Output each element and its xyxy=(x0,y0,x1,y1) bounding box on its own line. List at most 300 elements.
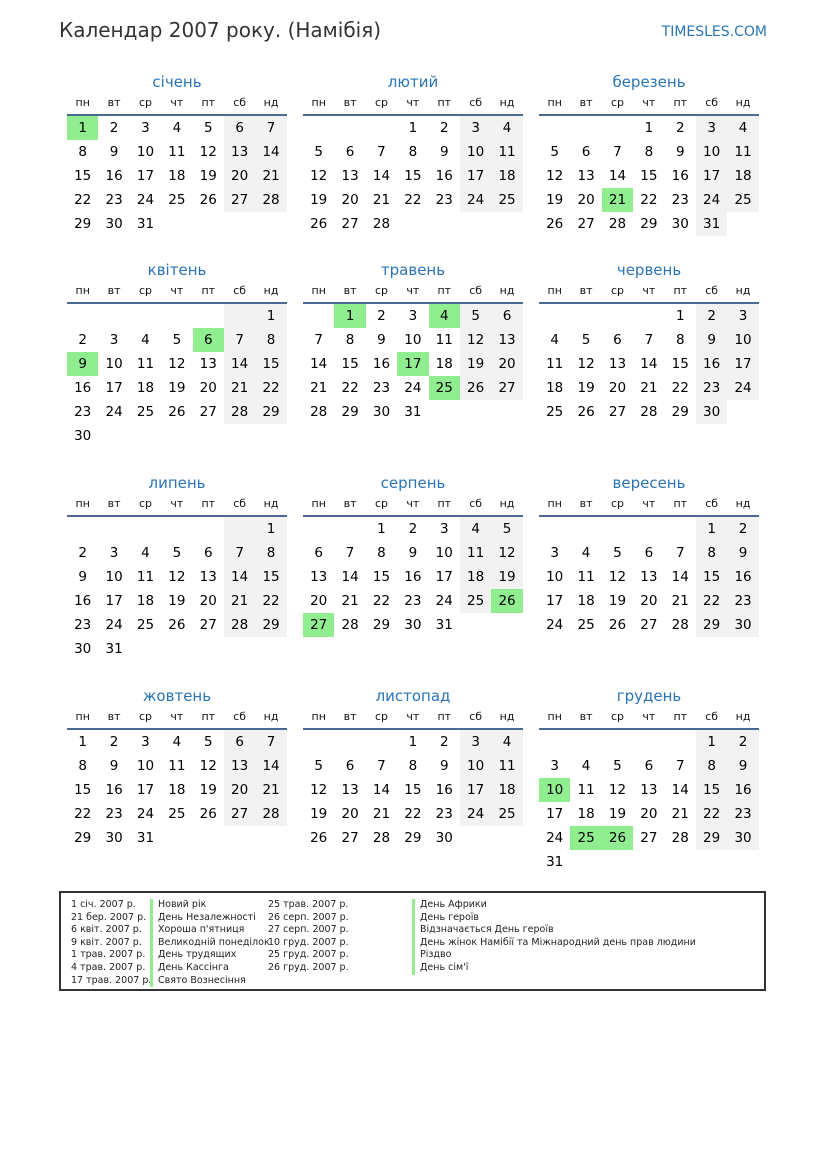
day-cell: 17 xyxy=(460,164,491,188)
day-cell: 21 xyxy=(671,593,689,609)
day-cell: 4 xyxy=(460,517,491,541)
day-cell: 21 xyxy=(671,806,689,822)
weekday-header xyxy=(67,92,287,116)
empty-day-cell xyxy=(98,517,129,541)
site-link[interactable]: TIMESLES.COM xyxy=(661,24,767,40)
day-cell: 19 xyxy=(577,380,595,396)
weekday-label: пт xyxy=(437,284,452,297)
empty-day-cell xyxy=(98,424,129,448)
week-row xyxy=(303,613,523,637)
week-row xyxy=(539,802,759,826)
day-cell: 22 xyxy=(74,192,92,208)
day-cell: 27 xyxy=(640,617,658,633)
weekday-label: чт xyxy=(170,284,184,297)
day-cell: 9 xyxy=(67,352,98,376)
day-cell: 16 xyxy=(372,356,391,372)
day-cell: 24 xyxy=(460,188,491,212)
week-row xyxy=(67,164,287,188)
day-cell: 14 xyxy=(640,356,658,372)
day-cell: 25 xyxy=(570,826,601,850)
holiday-name: День Кассінга xyxy=(150,962,270,975)
day-cell: 13 xyxy=(491,328,522,352)
day-cell: 7 xyxy=(377,144,386,160)
day-cell: 28 xyxy=(608,216,627,232)
day-cell: 29 xyxy=(255,613,286,637)
day-cell: 2 xyxy=(727,730,758,754)
day-cell: 24 xyxy=(136,192,155,208)
weekday-label: вт xyxy=(107,497,121,510)
day-cell: 1 xyxy=(696,730,727,754)
empty-day-cell xyxy=(161,637,192,661)
day-cell: 27 xyxy=(341,830,359,846)
day-cell: 26 xyxy=(199,192,217,208)
day-cell: 19 xyxy=(310,192,328,208)
day-cell: 12 xyxy=(608,782,627,798)
weekday-label: вт xyxy=(343,284,357,297)
month-block xyxy=(303,686,523,850)
day-cell: 26 xyxy=(310,830,328,846)
weekday-label: пт xyxy=(437,497,452,510)
weekday-label: вт xyxy=(107,284,121,297)
month-block xyxy=(539,686,759,874)
day-cell: 22 xyxy=(671,380,689,396)
weekday-label: пт xyxy=(437,96,452,109)
empty-day-cell xyxy=(334,116,365,140)
empty-day-cell xyxy=(193,637,224,661)
empty-day-cell xyxy=(491,400,522,424)
weekday-label: нд xyxy=(735,497,751,510)
day-cell: 23 xyxy=(727,589,758,613)
empty-day-cell xyxy=(460,212,491,236)
day-cell: 18 xyxy=(168,782,186,798)
day-cell: 29 xyxy=(341,404,359,420)
weekday-header xyxy=(539,493,759,517)
empty-day-cell xyxy=(539,730,570,754)
day-cell: 13 xyxy=(341,168,359,184)
empty-day-cell xyxy=(161,826,192,850)
week-row xyxy=(303,778,523,802)
empty-day-cell xyxy=(633,730,664,754)
month-block xyxy=(67,260,287,448)
day-cell: 6 xyxy=(644,545,654,561)
weekday-label: пт xyxy=(673,96,688,109)
weekday-header xyxy=(539,706,759,730)
empty-day-cell xyxy=(303,304,334,328)
month-block xyxy=(303,473,523,637)
month-name: вересень xyxy=(612,474,686,492)
day-cell: 17 xyxy=(105,593,123,609)
day-cell: 20 xyxy=(608,380,627,396)
day-cell: 20 xyxy=(341,806,359,822)
day-cell: 8 xyxy=(78,144,87,160)
day-cell: 2 xyxy=(109,734,119,750)
day-cell: 25 xyxy=(491,802,522,826)
empty-day-cell xyxy=(570,850,601,874)
empty-day-cell xyxy=(193,826,224,850)
day-cell: 27 xyxy=(341,216,359,232)
day-cell: 17 xyxy=(546,806,564,822)
week-row xyxy=(67,565,287,589)
day-cell: 28 xyxy=(341,617,359,633)
day-cell: 10 xyxy=(539,778,570,802)
day-cell: 6 xyxy=(224,730,255,754)
day-cell: 19 xyxy=(168,380,186,396)
week-row xyxy=(67,802,287,826)
day-cell: 18 xyxy=(546,380,564,396)
day-cell: 1 xyxy=(377,521,386,537)
day-cell: 4 xyxy=(429,304,460,328)
empty-day-cell xyxy=(539,116,570,140)
weekday-label: пт xyxy=(437,710,452,723)
month-name: травень xyxy=(380,261,446,279)
day-cell: 16 xyxy=(74,380,92,396)
day-cell: 1 xyxy=(334,304,365,328)
day-cell: 21 xyxy=(224,589,255,613)
day-cell: 29 xyxy=(696,613,727,637)
day-cell: 17 xyxy=(727,352,758,376)
weekday-header xyxy=(539,92,759,116)
holiday-date: 1 січ. 2007 р. xyxy=(71,899,136,910)
week-row xyxy=(303,754,523,778)
day-cell: 21 xyxy=(310,380,328,396)
week-row xyxy=(539,565,759,589)
day-cell: 22 xyxy=(372,593,391,609)
month-name: квітень xyxy=(147,261,207,279)
day-cell: 1 xyxy=(78,734,87,750)
day-cell: 19 xyxy=(199,168,217,184)
day-cell: 26 xyxy=(460,376,491,400)
weekday-label: чт xyxy=(406,497,420,510)
weekday-label: нд xyxy=(263,96,279,109)
week-row xyxy=(67,352,287,376)
weekday-label: пн xyxy=(75,497,90,510)
holiday-name: День трудящих xyxy=(150,949,270,962)
week-row xyxy=(67,400,287,424)
day-cell: 5 xyxy=(581,332,591,348)
day-cell: 1 xyxy=(255,517,286,541)
empty-day-cell xyxy=(665,517,696,541)
day-cell: 7 xyxy=(345,545,355,561)
day-cell: 20 xyxy=(199,593,217,609)
day-cell: 22 xyxy=(404,192,422,208)
empty-day-cell xyxy=(570,116,601,140)
day-cell: 26 xyxy=(608,617,627,633)
holiday-name: Свято Вознесіння xyxy=(150,975,270,988)
week-row xyxy=(67,589,287,613)
week-row xyxy=(67,730,287,754)
holiday-name: Різдво xyxy=(412,949,696,962)
day-cell: 19 xyxy=(460,352,491,376)
day-cell: 24 xyxy=(727,376,758,400)
weekday-label: ср xyxy=(138,96,152,109)
day-cell: 27 xyxy=(224,188,255,212)
week-row xyxy=(67,424,287,448)
empty-day-cell xyxy=(539,517,570,541)
day-cell: 22 xyxy=(255,589,286,613)
weekday-label: пт xyxy=(201,284,216,297)
week-row xyxy=(539,304,759,328)
weekday-label: нд xyxy=(499,284,515,297)
weekday-header xyxy=(67,706,287,730)
weekday-label: чт xyxy=(642,96,656,109)
weekday-label: пн xyxy=(311,710,326,723)
day-cell: 18 xyxy=(435,356,453,372)
day-cell: 25 xyxy=(546,404,564,420)
empty-day-cell xyxy=(491,613,522,637)
day-cell: 28 xyxy=(255,802,286,826)
weekday-label: нд xyxy=(499,96,515,109)
day-cell: 18 xyxy=(136,380,155,396)
day-cell: 1 xyxy=(408,120,418,136)
day-cell: 20 xyxy=(199,380,217,396)
day-cell: 25 xyxy=(491,188,522,212)
week-row xyxy=(303,802,523,826)
weekday-label: сб xyxy=(233,497,247,510)
day-cell: 27 xyxy=(491,376,522,400)
holiday-date: 26 груд. 2007 р. xyxy=(268,961,349,973)
weekday-label: ср xyxy=(374,497,388,510)
day-cell: 30 xyxy=(727,613,758,637)
day-cell: 16 xyxy=(74,593,92,609)
month-name: січень xyxy=(152,73,202,91)
weekday-header xyxy=(303,493,523,517)
day-cell: 7 xyxy=(314,332,323,348)
weekday-label: сб xyxy=(233,710,247,723)
week-row xyxy=(67,328,287,352)
week-row xyxy=(67,613,287,637)
day-cell: 11 xyxy=(577,569,595,585)
day-cell: 30 xyxy=(74,428,92,444)
day-cell: 2 xyxy=(408,521,418,537)
day-cell: 10 xyxy=(404,332,422,348)
day-cell: 29 xyxy=(74,830,92,846)
day-cell: 3 xyxy=(141,120,150,136)
day-cell: 5 xyxy=(172,332,182,348)
day-cell: 15 xyxy=(640,168,658,184)
day-cell: 9 xyxy=(675,144,685,160)
week-row xyxy=(303,826,523,850)
holiday-date: 26 серп. 2007 р. xyxy=(268,911,349,923)
day-cell: 2 xyxy=(696,304,727,328)
day-cell: 31 xyxy=(435,617,453,633)
week-row xyxy=(303,589,523,613)
day-cell: 23 xyxy=(696,376,727,400)
day-cell: 9 xyxy=(439,758,449,774)
day-cell: 18 xyxy=(460,565,491,589)
day-cell: 11 xyxy=(168,144,186,160)
empty-day-cell xyxy=(366,116,397,140)
day-cell: 7 xyxy=(255,730,286,754)
weekday-label: вт xyxy=(107,96,121,109)
week-row xyxy=(67,637,287,661)
weekday-label: нд xyxy=(735,96,751,109)
empty-day-cell xyxy=(727,212,758,236)
day-cell: 8 xyxy=(408,144,418,160)
day-cell: 1 xyxy=(67,116,98,140)
weekday-label: ср xyxy=(138,710,152,723)
day-cell: 24 xyxy=(105,617,123,633)
month-name: листопад xyxy=(375,687,451,705)
holiday-date: 27 серп. 2007 р. xyxy=(268,924,349,936)
holiday-date: 1 трав. 2007 р. xyxy=(71,949,146,961)
day-cell: 5 xyxy=(550,144,559,160)
day-cell: 15 xyxy=(671,356,689,372)
day-cell: 6 xyxy=(345,144,355,160)
day-cell: 10 xyxy=(460,754,491,778)
day-cell: 29 xyxy=(671,404,689,420)
day-cell: 4 xyxy=(172,734,182,750)
weekday-label: нд xyxy=(735,284,751,297)
holiday-date: 4 трав. 2007 р. xyxy=(71,961,146,973)
day-cell: 10 xyxy=(727,328,758,352)
empty-day-cell xyxy=(303,517,334,541)
empty-day-cell xyxy=(460,826,491,850)
empty-day-cell xyxy=(429,212,460,236)
day-cell: 16 xyxy=(435,168,453,184)
day-cell: 14 xyxy=(224,565,255,589)
day-cell: 12 xyxy=(577,356,595,372)
day-cell: 24 xyxy=(404,380,422,396)
week-row xyxy=(539,400,759,424)
week-row xyxy=(539,328,759,352)
day-cell: 23 xyxy=(105,192,123,208)
week-row xyxy=(539,613,759,637)
weekday-label: вт xyxy=(579,497,593,510)
day-cell: 5 xyxy=(460,304,491,328)
day-cell: 28 xyxy=(255,188,286,212)
day-cell: 8 xyxy=(345,332,355,348)
weekday-label: сб xyxy=(233,284,247,297)
day-cell: 28 xyxy=(224,613,255,637)
weekday-label: вт xyxy=(579,710,593,723)
day-cell: 20 xyxy=(640,806,658,822)
week-row xyxy=(303,328,523,352)
weekday-label: пн xyxy=(75,284,90,297)
weekday-label: пн xyxy=(75,710,90,723)
month-name: жовтень xyxy=(142,687,212,705)
weekday-label: сб xyxy=(705,284,719,297)
day-cell: 23 xyxy=(404,593,422,609)
weekday-label: сб xyxy=(469,284,483,297)
day-cell: 3 xyxy=(109,545,119,561)
day-cell: 28 xyxy=(640,404,658,420)
day-cell: 11 xyxy=(491,140,522,164)
day-cell: 14 xyxy=(224,352,255,376)
empty-day-cell xyxy=(429,400,460,424)
week-row xyxy=(303,376,523,400)
day-cell: 3 xyxy=(408,308,418,324)
weekday-label: ср xyxy=(138,497,152,510)
day-cell: 12 xyxy=(199,144,217,160)
day-cell: 20 xyxy=(640,593,658,609)
day-cell: 17 xyxy=(136,782,155,798)
weekday-label: сб xyxy=(469,96,483,109)
day-cell: 25 xyxy=(168,806,186,822)
day-cell: 15 xyxy=(696,565,727,589)
week-row xyxy=(539,140,759,164)
day-cell: 7 xyxy=(377,758,386,774)
day-cell: 3 xyxy=(141,734,150,750)
day-cell: 11 xyxy=(460,541,491,565)
day-cell: 29 xyxy=(404,830,422,846)
empty-day-cell xyxy=(130,304,161,328)
day-cell: 26 xyxy=(168,404,186,420)
day-cell: 13 xyxy=(577,168,595,184)
weekday-label: пт xyxy=(673,710,688,723)
empty-day-cell xyxy=(255,424,286,448)
holiday-date: 25 трав. 2007 р. xyxy=(268,899,349,910)
day-cell: 6 xyxy=(224,116,255,140)
weekday-label: ср xyxy=(374,710,388,723)
day-cell: 30 xyxy=(74,641,92,657)
empty-day-cell xyxy=(665,730,696,754)
day-cell: 16 xyxy=(105,782,123,798)
holiday-name: Відзначається День героїв xyxy=(412,924,696,937)
weekday-label: пн xyxy=(547,710,562,723)
day-cell: 1 xyxy=(644,120,654,136)
day-cell: 30 xyxy=(404,617,422,633)
day-cell: 10 xyxy=(696,140,727,164)
day-cell: 10 xyxy=(435,545,453,561)
empty-day-cell xyxy=(161,304,192,328)
day-cell: 5 xyxy=(314,144,323,160)
day-cell: 11 xyxy=(136,356,155,372)
day-cell: 20 xyxy=(491,352,522,376)
day-cell: 15 xyxy=(74,782,92,798)
week-row xyxy=(539,850,759,874)
day-cell: 24 xyxy=(460,802,491,826)
day-cell: 6 xyxy=(203,545,213,561)
day-cell: 24 xyxy=(136,806,155,822)
day-cell: 23 xyxy=(105,806,123,822)
day-cell: 21 xyxy=(640,380,658,396)
empty-day-cell xyxy=(727,400,758,424)
day-cell: 28 xyxy=(671,830,689,846)
day-cell: 22 xyxy=(640,192,658,208)
day-cell: 21 xyxy=(372,806,391,822)
day-cell: 20 xyxy=(310,593,328,609)
weekday-label: пн xyxy=(75,96,90,109)
day-cell: 8 xyxy=(696,541,727,565)
day-cell: 26 xyxy=(310,216,328,232)
day-cell: 28 xyxy=(224,400,255,424)
day-cell: 5 xyxy=(613,758,622,774)
holiday-date: 6 квіт. 2007 р. xyxy=(71,924,142,936)
day-cell: 9 xyxy=(109,144,119,160)
week-row xyxy=(539,589,759,613)
week-row xyxy=(539,754,759,778)
empty-day-cell xyxy=(161,424,192,448)
day-cell: 2 xyxy=(109,120,119,136)
day-cell: 12 xyxy=(310,782,328,798)
empty-day-cell xyxy=(570,730,601,754)
month-block xyxy=(67,686,287,850)
empty-day-cell xyxy=(224,304,255,328)
day-cell: 13 xyxy=(224,754,255,778)
empty-day-cell xyxy=(366,730,397,754)
day-cell: 8 xyxy=(696,754,727,778)
weekday-label: пн xyxy=(547,96,562,109)
day-cell: 15 xyxy=(255,352,286,376)
day-cell: 6 xyxy=(581,144,591,160)
day-cell: 31 xyxy=(404,404,422,420)
weekday-label: пт xyxy=(673,284,688,297)
day-cell: 9 xyxy=(408,545,418,561)
day-cell: 15 xyxy=(404,782,422,798)
week-row xyxy=(303,352,523,376)
empty-day-cell xyxy=(161,212,192,236)
day-cell: 15 xyxy=(696,778,727,802)
